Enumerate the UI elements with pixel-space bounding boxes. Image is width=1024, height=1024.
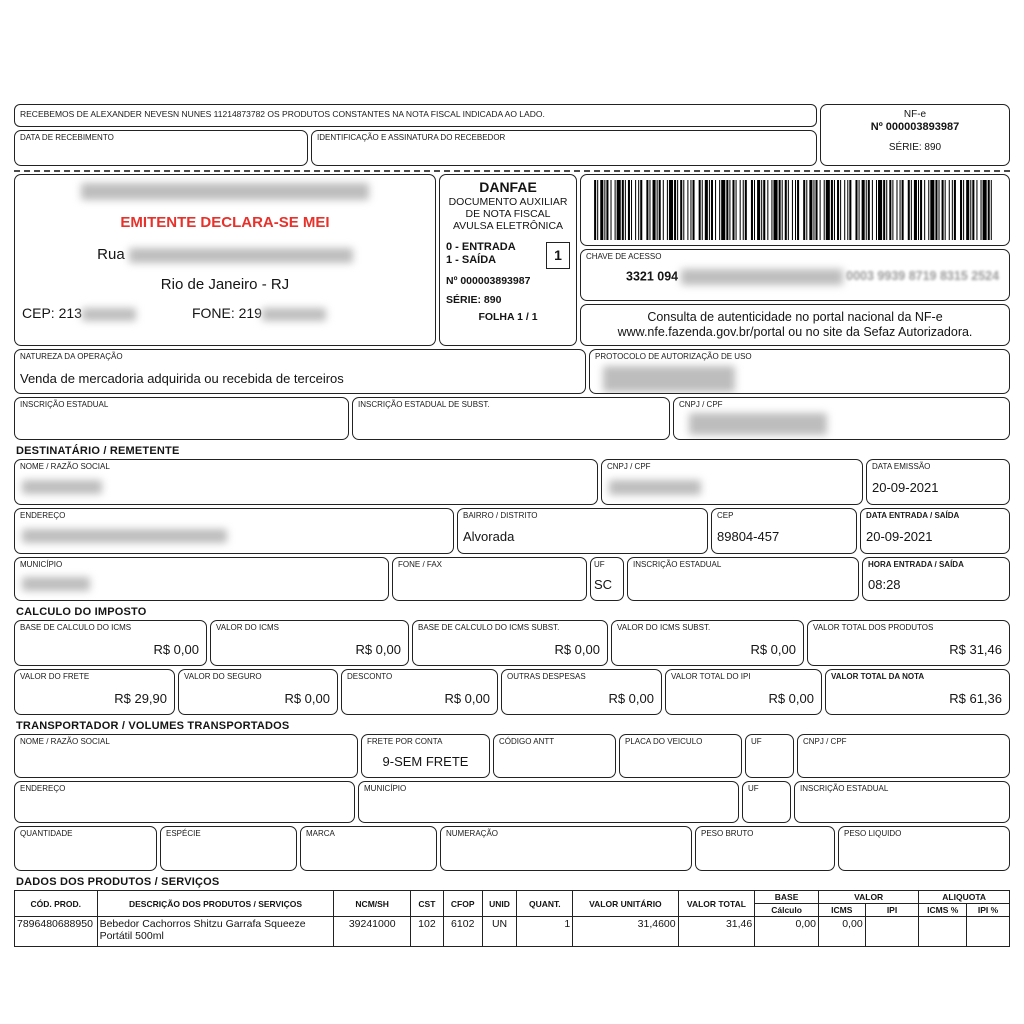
transp-uf-box: UF xyxy=(745,734,794,778)
imposto-row1 xyxy=(14,620,1010,666)
product-valor-unitario: 31,4600 xyxy=(573,917,678,947)
dest-municipio-box: MUNICÍPIO xyxy=(14,557,389,601)
imposto-title: CALCULO DO IMPOSTO xyxy=(16,606,147,618)
tax-total-nota-box: VALOR TOTAL DA NOTA R$ 61,36 xyxy=(825,669,1010,715)
redacted-chave-middle xyxy=(681,269,843,285)
dest-cep-box: CEP 89804-457 xyxy=(711,508,857,554)
danfae-entrada: 0 - ENTRADA xyxy=(446,241,516,253)
transportador-row1 xyxy=(14,734,1010,778)
dest-emissao-value: 20-09-2021 xyxy=(872,480,939,495)
stub-nfe-number: Nº 000003893987 xyxy=(870,121,960,133)
col-cfop: CFOP xyxy=(443,891,482,917)
transp-placa-box: PLACA DO VEICULO xyxy=(619,734,742,778)
transportador-row2 xyxy=(14,781,1010,823)
consulta-text: Consulta de autenticidade no portal nacional da NF-e www.nfe.fazenda.gov.br/portal ou no site da Sefaz Autorizadora. xyxy=(617,310,973,339)
product-valor-total: 31,46 xyxy=(678,917,755,947)
product-descricao: Bebedor Cachorros Shitzu Garrafa Squeeze Portátil 500ml xyxy=(97,917,334,947)
col-base: BASE xyxy=(755,891,819,904)
danfae-box xyxy=(439,174,577,346)
transp-frete-box: FRETE POR CONTA 9-SEM FRETE xyxy=(361,734,490,778)
dest-entrada-box: DATA ENTRADA / SAÍDA 20-09-2021 xyxy=(860,508,1010,554)
col-valor-icms: ICMS xyxy=(818,904,865,917)
redacted-emitter-street xyxy=(129,248,353,263)
dest-emissao-box: DATA EMISSÃO 20-09-2021 xyxy=(866,459,1010,505)
product-row xyxy=(15,917,1010,947)
ie-label: INSCRIÇÃO ESTADUAL xyxy=(20,400,109,409)
protocolo-label: PROTOCOLO DE AUTORIZAÇÃO DE USO xyxy=(595,352,752,361)
danfae-tipo-box: 1 xyxy=(546,242,570,269)
natureza-box xyxy=(14,349,586,394)
stub-signature-label: IDENTIFICAÇÃO E ASSINATURA DO RECEBEDOR xyxy=(317,133,506,142)
inscricao-row xyxy=(14,397,1010,440)
tax-seguro-box: VALOR DO SEGURO R$ 0,00 xyxy=(178,669,338,715)
emitente-box xyxy=(14,174,436,346)
col-valor-unitario: VALOR UNITÁRIO xyxy=(573,891,678,917)
emitter-city: Rio de Janeiro - RJ xyxy=(160,276,290,293)
transportador-title: TRANSPORTADOR / VOLUMES TRANSPORTADOS xyxy=(16,720,290,732)
product-cod: 7896480688950 xyxy=(15,917,98,947)
stub-date-label: DATA DE RECEBIMENTO xyxy=(20,133,114,142)
stub-nfe-label: NF-e xyxy=(903,109,927,120)
tax-base-icms-subst-box: BASE DE CALCULO DO ICMS SUBST. R$ 0,00 xyxy=(412,620,608,666)
destinatario-row1 xyxy=(14,459,1010,505)
col-valor-total: VALOR TOTAL xyxy=(678,891,755,917)
chave-value: 3321 094 0003 9939 8719 8315 2524 xyxy=(626,269,1000,284)
transp-uf2-box: UF xyxy=(742,781,791,823)
transp-ie-box: INSCRIÇÃO ESTADUAL xyxy=(794,781,1010,823)
col-ncm: NCM/SH xyxy=(334,891,411,917)
col-aliquota-icms: ICMS % xyxy=(919,904,967,917)
redacted-emitter-cnpj xyxy=(689,413,827,435)
barcode xyxy=(590,180,1000,240)
tax-base-icms-box: BASE DE CALCULO DO ICMS R$ 0,00 xyxy=(14,620,207,666)
stub-nfe-box xyxy=(820,104,1010,166)
stub-receipt-text: RECEBEMOS DE ALEXANDER NEVESN NUNES 11214873782 OS PRODUTOS CONSTANTES NA NOTA FISCAL INDICADA AO LADO. xyxy=(20,109,545,119)
emitter-fone: FONE: 219 xyxy=(192,305,326,321)
danfae-title: DANFAE xyxy=(479,179,537,195)
transp-cnpj-box: CNPJ / CPF xyxy=(797,734,1010,778)
ie-box xyxy=(14,397,349,440)
danfae-folha: FOLHA 1 / 1 xyxy=(478,311,538,323)
redacted-emitter-name xyxy=(81,183,369,200)
transp-endereco-box: ENDEREÇO xyxy=(14,781,355,823)
transp-peso-bruto-box: PESO BRUTO xyxy=(695,826,835,871)
tax-total-ipi-box: VALOR TOTAL DO IPI R$ 0,00 xyxy=(665,669,822,715)
product-ncm: 39241000 xyxy=(334,917,411,947)
destinatario-row2 xyxy=(14,508,1010,554)
emitter-cnpj-box xyxy=(673,397,1010,440)
tax-valor-icms-subst-box: VALOR DO ICMS SUBST. R$ 0,00 xyxy=(611,620,804,666)
col-descricao: DESCRIÇÃO DOS PRODUTOS / SERVIÇOS xyxy=(97,891,334,917)
natureza-value: Venda de mercadoria adquirida ou recebida de terceiros xyxy=(20,371,344,386)
natureza-row xyxy=(14,349,1010,394)
transp-municipio-box: MUNICÍPIO xyxy=(358,781,739,823)
redacted-dest-cnpj xyxy=(609,480,701,495)
transp-peso-liquido-box: PESO LIQUIDO xyxy=(838,826,1010,871)
stub-section xyxy=(14,104,1010,166)
danfe-document xyxy=(14,104,1010,947)
dest-uf-box: UF SC xyxy=(590,557,624,601)
emitter-street-prefix: Rua xyxy=(97,246,125,263)
danfae-subtitle: DOCUMENTO AUXILIAR DE NOTA FISCAL AVULSA ELETRÔNICA xyxy=(448,196,568,232)
produtos-table xyxy=(14,890,1010,947)
redacted-protocolo xyxy=(603,366,735,392)
transp-antt-box: CÓDIGO ANTT xyxy=(493,734,616,778)
col-valor: VALOR xyxy=(818,891,918,904)
col-cst: CST xyxy=(411,891,444,917)
barcode-box xyxy=(580,174,1010,246)
col-quant: QUANT. xyxy=(517,891,573,917)
col-aliquota: ALIQUOTA xyxy=(919,891,1010,904)
destinatario-row3 xyxy=(14,557,1010,601)
product-aliquota-icms xyxy=(919,917,967,947)
transp-marca-box: MARCA xyxy=(300,826,437,871)
tax-outras-despesas-box: OUTRAS DESPESAS R$ 0,00 xyxy=(501,669,662,715)
stub-date-box xyxy=(14,130,308,166)
redacted-dest-nome xyxy=(22,480,102,494)
product-quant: 1 xyxy=(517,917,573,947)
redacted-emitter-cep xyxy=(82,308,136,321)
dest-fone-box: FONE / FAX xyxy=(392,557,587,601)
header-section xyxy=(14,174,1010,346)
consulta-box xyxy=(580,304,1010,346)
transp-quantidade-box: QUANTIDADE xyxy=(14,826,157,871)
imposto-row2 xyxy=(14,669,1010,715)
dest-cep-value: 89804-457 xyxy=(717,529,780,544)
danfae-serie: SÉRIE: 890 xyxy=(446,294,502,306)
chave-label: CHAVE DE ACESSO xyxy=(586,252,662,261)
emitter-cep: CEP: 213 xyxy=(22,305,136,321)
dest-cnpj-box: CNPJ / CPF xyxy=(601,459,863,505)
dest-endereco-box: ENDEREÇO xyxy=(14,508,454,554)
transp-frete-value: 9-SEM FRETE xyxy=(382,754,469,769)
product-valor-icms: 0,00 xyxy=(818,917,865,947)
product-cst: 102 xyxy=(411,917,444,947)
ie-subst-box xyxy=(352,397,670,440)
destinatario-title: DESTINATÁRIO / REMETENTE xyxy=(16,445,180,457)
stub-signature-box xyxy=(311,130,817,166)
tax-desconto-box: DESCONTO R$ 0,00 xyxy=(341,669,498,715)
dest-ie-box: INSCRIÇÃO ESTADUAL xyxy=(627,557,859,601)
stub-receipt-box xyxy=(14,104,817,127)
redacted-emitter-fone xyxy=(262,308,326,321)
product-cfop: 6102 xyxy=(443,917,482,947)
dest-hora-value: 08:28 xyxy=(868,577,901,592)
dest-uf-value: SC xyxy=(594,577,613,592)
col-base-calculo: Cálculo xyxy=(755,904,819,917)
tax-total-produtos-box: VALOR TOTAL DOS PRODUTOS R$ 31,46 xyxy=(807,620,1010,666)
dest-bairro-box: BAIRRO / DISTRITO Alvorada xyxy=(457,508,708,554)
danfae-numero: Nº 000003893987 xyxy=(446,275,531,287)
chave-box xyxy=(580,249,1010,301)
redacted-dest-municipio xyxy=(22,577,90,591)
product-valor-ipi xyxy=(865,917,919,947)
stub-serie: SÉRIE: 890 xyxy=(888,142,942,153)
transp-numeracao-box: NUMERAÇÃO xyxy=(440,826,692,871)
dest-nome-box: NOME / RAZÃO SOCIAL xyxy=(14,459,598,505)
product-base-calculo: 0,00 xyxy=(755,917,819,947)
produtos-title: DADOS DOS PRODUTOS / SERVIÇOS xyxy=(16,876,220,888)
dest-hora-box: HORA ENTRADA / SAÍDA 08:28 xyxy=(862,557,1010,601)
col-unid: UNID xyxy=(482,891,517,917)
col-valor-ipi: IPI xyxy=(865,904,919,917)
tax-frete-box: VALOR DO FRETE R$ 29,90 xyxy=(14,669,175,715)
col-cod-prod: CÓD. PROD. xyxy=(15,891,98,917)
transportador-row3 xyxy=(14,826,1010,871)
cut-line xyxy=(14,170,1010,172)
redacted-dest-endereco xyxy=(22,529,227,543)
emitter-cnpj-label: CNPJ / CPF xyxy=(679,400,723,409)
dest-entrada-value: 20-09-2021 xyxy=(866,529,933,544)
tax-valor-icms-box: VALOR DO ICMS R$ 0,00 xyxy=(210,620,409,666)
mei-declaration: EMITENTE DECLARA-SE MEI xyxy=(120,214,330,231)
natureza-label: NATUREZA DA OPERAÇÃO xyxy=(20,352,123,361)
transp-especie-box: ESPÉCIE xyxy=(160,826,297,871)
col-aliquota-ipi: IPI % xyxy=(967,904,1010,917)
protocolo-box xyxy=(589,349,1010,394)
ie-subst-label: INSCRIÇÃO ESTADUAL DE SUBST. xyxy=(358,400,490,409)
transp-nome-box: NOME / RAZÃO SOCIAL xyxy=(14,734,358,778)
product-unid: UN xyxy=(482,917,517,947)
dest-bairro-value: Alvorada xyxy=(463,529,515,544)
danfae-saida: 1 - SAÍDA xyxy=(446,254,497,266)
product-aliquota-ipi xyxy=(967,917,1010,947)
